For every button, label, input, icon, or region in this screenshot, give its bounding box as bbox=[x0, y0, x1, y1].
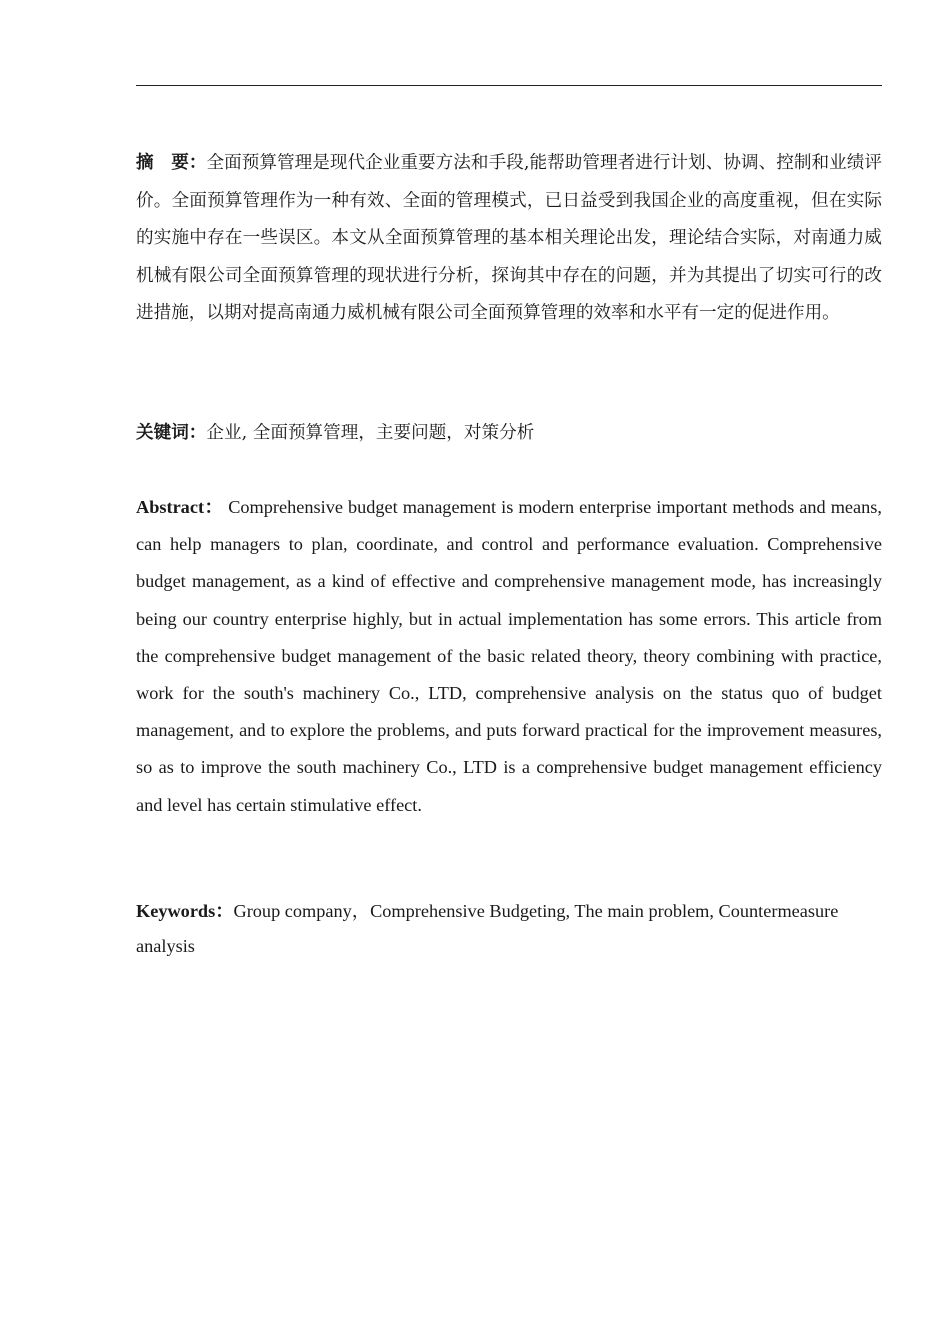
chinese-abstract-label: 摘 要： bbox=[136, 152, 207, 173]
english-keywords bbox=[136, 894, 886, 964]
chinese-keywords-label: 关键词： bbox=[136, 422, 207, 443]
english-keywords-text: Group company，Comprehensive Budgeting, The main problem, Countermeasure analysis bbox=[136, 901, 839, 956]
chinese-keywords bbox=[136, 414, 882, 452]
chinese-keywords-text: 企业, 全面预算管理，主要问题，对策分析 bbox=[206, 423, 535, 443]
chinese-abstract-text: 全面预算管理是现代企业重要方法和手段,能帮助管理者进行计划、协调、控制和业绩评价。全面预算管理作为一种有效、全面的管理模式，已日益受到我国企业的高度重视，但在实际的实施中存在一些误区。本文从全面预算管理的基本相关理论出发，理论结合实际，对南通力威机械有限公司全面预算管理的现状进行分析，探询其中存在的问题，并为其提出了切实可行的改进措施，以期对提高南通力威机械有限公司全面预算管理的效率和水平有一定的促进作用。 bbox=[136, 153, 882, 324]
english-abstract bbox=[136, 489, 882, 824]
english-keywords-label: Keywords： bbox=[136, 901, 234, 921]
english-abstract-label: Abstract： bbox=[136, 497, 224, 517]
english-abstract-text: Comprehensive budget management is modern enterprise important methods and means, can help managers to plan, coordinate, and control and performance evaluation. Comprehensive budget management, as a kind of effective and comprehensive management mode, has increasingly being our country enterprise highly, but in actual implementation has some errors. This article from the comprehensive budget management of the basic related theory, theory combining with practice, work for the south's machinery Co., LTD, comprehensive analysis on the status quo of budget management, and to explore the problems, and puts forward practical for the improvement measures, so as to improve the south machinery Co., LTD is a comprehensive budget management efficiency and level has certain stimulative effect. bbox=[136, 497, 882, 815]
header-rule bbox=[136, 85, 882, 86]
chinese-abstract bbox=[136, 144, 882, 333]
